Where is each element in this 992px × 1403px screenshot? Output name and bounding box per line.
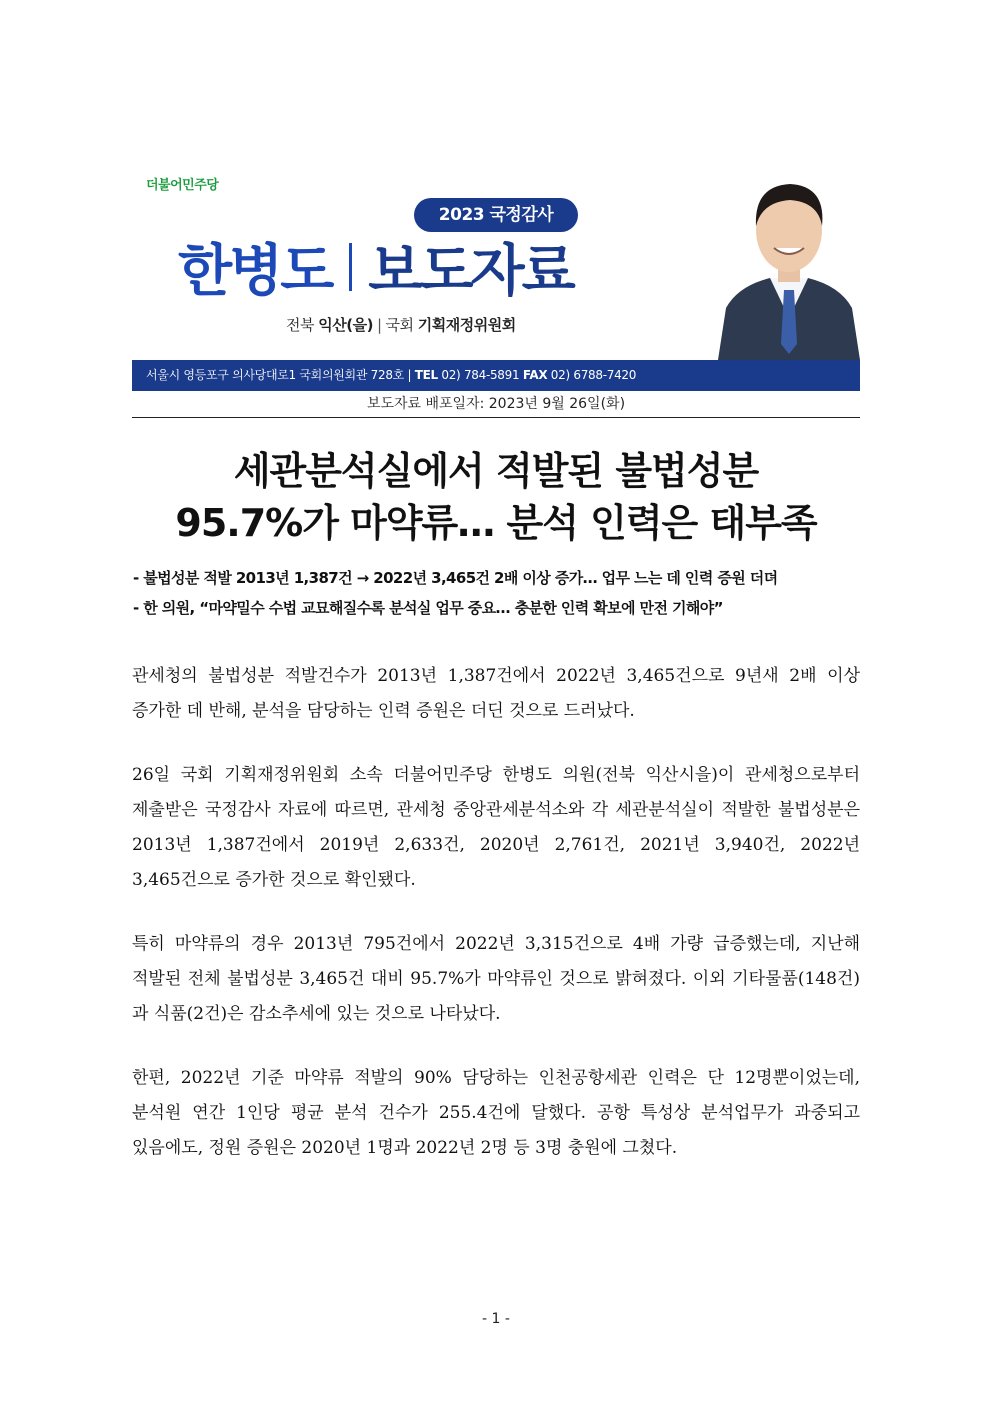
subtitle-separator: |	[376, 316, 382, 334]
page-number: - 1 -	[482, 1311, 510, 1327]
header-title	[178, 232, 573, 302]
press-header	[132, 160, 860, 392]
article-body	[132, 659, 860, 1195]
body-paragraph: 26일 국회 기획재정위원회 소속 더불어민주당 한병도 의원(전북 익산시을)이 관세청으로부터 제출받은 국정감사 자료에 따르면, 관세청 중앙관세분석소와 각 세관분석실이 적발한 불법성분은 2013년 1,387건에서 2019년 2,633건, 2020년 2,761건, 2021년 3,940건, 2022년 3,465건으로 증가한 것으로 확인됐다.	[132, 765, 860, 890]
office-address: 서울시 영등포구 의사당대로1 국회의원회관 728호 |	[146, 368, 415, 382]
release-date: 보도자료 배포일자: 2023년 9월 26일(화)	[132, 393, 860, 418]
fax-label: FAX	[522, 368, 548, 382]
office-contact-bar	[132, 360, 860, 391]
district-prefix: 전북	[286, 316, 319, 334]
body-paragraph: 관세청의 불법성분 적발건수가 2013년 1,387건에서 2022년 3,465건으로 9년새 2배 이상 증가한 데 반해, 분석을 담당하는 인력 증원은 더딘 것으로 드러났다.	[132, 666, 860, 721]
committee: 기획재정위원회	[417, 316, 516, 334]
doc-type: 보도자료	[368, 239, 573, 304]
tel-number: 02) 784-5891	[437, 368, 523, 382]
lawmaker-portrait	[718, 168, 860, 360]
audit-badge: 2023 국정감사	[414, 198, 578, 232]
summary-bullet: - 불법성분 적발 2013년 1,387건 → 2022년 3,465건 2배 이상 증가… 업무 느는 데 인력 증원 더뎌	[133, 569, 778, 587]
district: 익산(을)	[318, 316, 373, 334]
body-paragraph: 특히 마약류의 경우 2013년 795건에서 2022년 3,315건으로 4배 가량 급증했는데, 지난해 적발된 전체 불법성분 3,465건 대비 95.7%가 마약류인 것으로 밝혀졌다. 이외 기타물품(148건)과 식품(2건)은 감소추세에 있는 것으로 나타났다.	[132, 934, 860, 1024]
title-divider	[349, 243, 352, 291]
headline-line-1: 세관분석실에서 적발된 불법성분	[233, 449, 759, 493]
summary-bullet: - 한 의원, “마약밀수 수법 교묘해질수록 분석실 업무 중요… 충분한 인력 확보에 만전 기해야”	[133, 599, 723, 617]
headline-line-2: 95.7%가 마약류… 분석 인력은 태부족	[175, 501, 817, 545]
fax-number: 02) 6788-7420	[547, 368, 637, 382]
committee-prefix: 국회	[385, 316, 418, 334]
headline	[132, 445, 860, 549]
party-logo: 더불어민주당	[146, 178, 219, 193]
body-paragraph: 한편, 2022년 기준 마약류 적발의 90% 담당하는 인천공항세관 인력은 단 12명뿐이었는데, 분석원 연간 1인당 평균 분석 건수가 255.4건에 달했다. 공항 특성상 분석업무가 과중되고 있음에도, 정원 증원은 2020년 1명과 2022년 2명 등 3명 충원에 그쳤다.	[132, 1068, 860, 1158]
summary-bullets	[133, 563, 873, 623]
district-committee	[286, 314, 516, 335]
tel-label: TEL	[414, 368, 438, 382]
lawmaker-name: 한병도	[178, 239, 332, 304]
